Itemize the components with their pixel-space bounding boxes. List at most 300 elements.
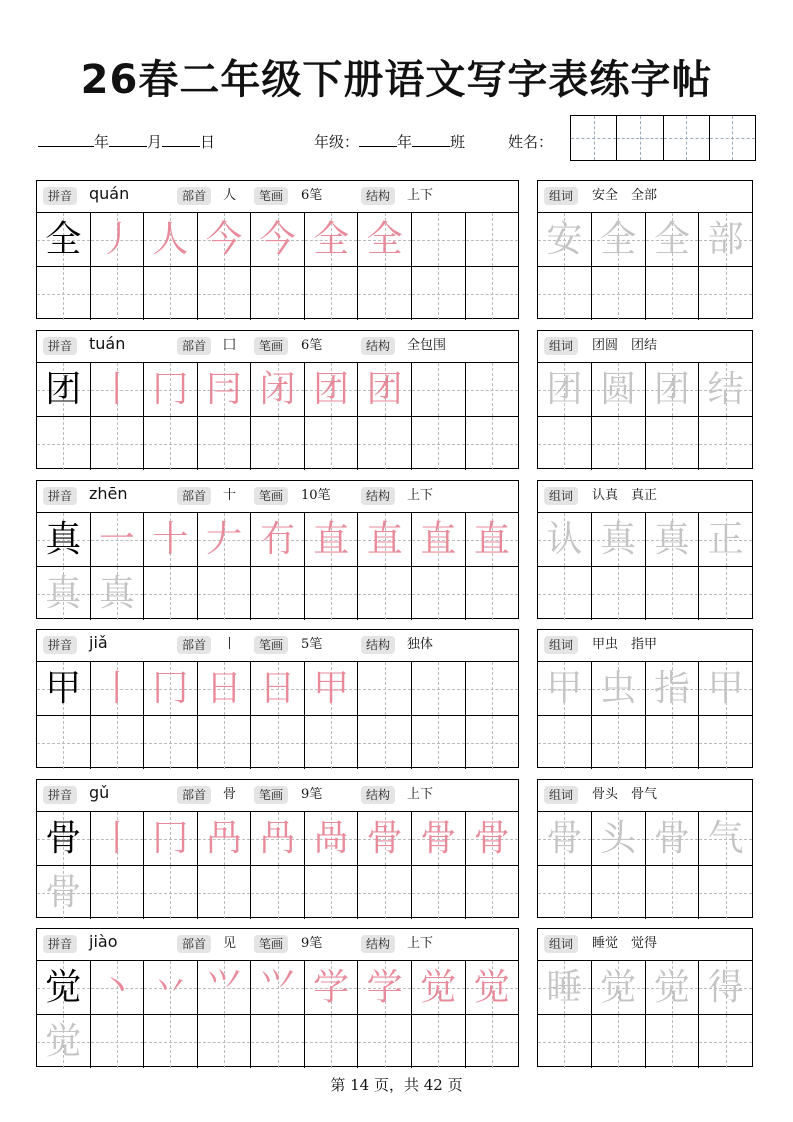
pinyin-tag: 拼音 bbox=[43, 636, 77, 654]
structure-tag: 结构 bbox=[361, 487, 395, 505]
page-title: 26春二年级下册语文写字表练字帖 bbox=[80, 57, 713, 103]
word-trace-character: 睡 bbox=[546, 967, 583, 1008]
stroke-order-step: 冂 bbox=[152, 668, 189, 709]
words-tag: 组词 bbox=[544, 337, 578, 355]
writing-cell[interactable] bbox=[144, 812, 198, 865]
writing-cell[interactable] bbox=[412, 417, 466, 470]
stroke-order-step: 学 bbox=[313, 967, 350, 1008]
writing-cell[interactable] bbox=[305, 662, 359, 715]
writing-cell[interactable] bbox=[91, 866, 145, 919]
word-writing-cell[interactable] bbox=[538, 961, 592, 1014]
model-character: 甲 bbox=[45, 668, 82, 709]
word-trace-character: 虫 bbox=[600, 668, 637, 709]
writing-cell[interactable] bbox=[305, 267, 359, 320]
word-writing-cell[interactable] bbox=[699, 267, 752, 320]
word-writing-cell[interactable] bbox=[699, 961, 752, 1014]
writing-cell[interactable] bbox=[37, 662, 91, 715]
stroke-order-step: 丷 bbox=[152, 967, 189, 1008]
words-tag: 组词 bbox=[544, 187, 578, 205]
word-writing-cell[interactable] bbox=[646, 812, 700, 865]
words-value: 认真 真正 bbox=[592, 488, 658, 503]
word-writing-cell[interactable] bbox=[699, 812, 752, 865]
word-writing-cell[interactable] bbox=[538, 417, 592, 470]
writing-cell[interactable] bbox=[144, 267, 198, 320]
word-writing-cell[interactable] bbox=[699, 716, 752, 769]
model-character: 全 bbox=[45, 219, 82, 260]
words-header bbox=[538, 630, 752, 662]
words-value: 安全 全部 bbox=[592, 188, 658, 203]
word-trace-character: 气 bbox=[707, 818, 744, 859]
word-trace-character: 圆 bbox=[600, 369, 637, 410]
word-writing-cell[interactable] bbox=[592, 716, 646, 769]
writing-cell[interactable] bbox=[305, 812, 359, 865]
writing-cell[interactable] bbox=[144, 567, 198, 620]
word-writing-cell[interactable] bbox=[699, 866, 752, 919]
words-block-1 bbox=[537, 180, 753, 319]
practice-block-3 bbox=[36, 480, 519, 619]
writing-cell[interactable] bbox=[251, 1015, 305, 1068]
stroke-order-step: 团 bbox=[366, 369, 403, 410]
practice-block-4 bbox=[36, 629, 519, 768]
word-writing-cell[interactable] bbox=[538, 812, 592, 865]
month-blank[interactable] bbox=[109, 130, 147, 147]
word-writing-cell[interactable] bbox=[646, 961, 700, 1014]
model-character: 真 bbox=[45, 519, 82, 560]
pinyin-tag: 拼音 bbox=[43, 935, 77, 953]
writing-cell[interactable] bbox=[37, 267, 91, 320]
word-writing-cell[interactable] bbox=[646, 417, 700, 470]
writing-cell[interactable] bbox=[412, 866, 466, 919]
writing-cell[interactable] bbox=[91, 363, 145, 416]
practice-block-6 bbox=[36, 928, 519, 1067]
words-header bbox=[538, 780, 752, 812]
writing-cell[interactable] bbox=[91, 513, 145, 566]
word-writing-cell[interactable] bbox=[592, 213, 646, 266]
writing-cell[interactable] bbox=[198, 417, 252, 470]
stroke-order-step: 丨 bbox=[98, 369, 135, 410]
writing-cell[interactable] bbox=[466, 812, 519, 865]
structure-value: 独体 bbox=[407, 637, 434, 652]
pinyin-value: tuán bbox=[89, 334, 126, 353]
writing-cell[interactable] bbox=[37, 961, 91, 1014]
writing-cell[interactable] bbox=[37, 812, 91, 865]
stroke-order-step: 团 bbox=[313, 369, 350, 410]
writing-cell[interactable] bbox=[305, 363, 359, 416]
writing-cell[interactable] bbox=[198, 812, 252, 865]
writing-cell[interactable] bbox=[358, 267, 412, 320]
writing-cell[interactable] bbox=[144, 961, 198, 1014]
word-writing-cell[interactable] bbox=[646, 662, 700, 715]
trace-character: 骨 bbox=[45, 872, 82, 913]
words-block-6 bbox=[537, 928, 753, 1067]
writing-cell[interactable] bbox=[91, 567, 145, 620]
word-writing-cell[interactable] bbox=[538, 567, 592, 620]
word-trace-character: 甲 bbox=[546, 668, 583, 709]
radical-tag: 部首 bbox=[177, 935, 211, 953]
stroke-order-step: 骨 bbox=[366, 818, 403, 859]
class-blank[interactable] bbox=[412, 130, 450, 147]
writing-cell[interactable] bbox=[466, 513, 519, 566]
word-trace-character: 团 bbox=[653, 369, 690, 410]
writing-cell[interactable] bbox=[466, 267, 519, 320]
word-writing-cell[interactable] bbox=[538, 363, 592, 416]
word-writing-cell[interactable] bbox=[592, 662, 646, 715]
trace-character: 真 bbox=[45, 573, 82, 614]
word-writing-cell[interactable] bbox=[538, 267, 592, 320]
writing-cell[interactable] bbox=[466, 866, 519, 919]
stroke-order-step: 今 bbox=[205, 219, 242, 260]
writing-cell[interactable] bbox=[198, 567, 252, 620]
strokes-tag: 笔画 bbox=[254, 935, 288, 953]
pinyin-tag: 拼音 bbox=[43, 487, 77, 505]
stroke-order-step: 甲 bbox=[313, 668, 350, 709]
strokes-value: 6笔 bbox=[301, 188, 323, 203]
writing-cell[interactable] bbox=[466, 417, 519, 470]
structure-value: 上下 bbox=[407, 936, 434, 951]
word-writing-cell[interactable] bbox=[646, 267, 700, 320]
strokes-value: 9笔 bbox=[301, 787, 323, 802]
words-header bbox=[538, 929, 752, 961]
writing-cell[interactable] bbox=[198, 267, 252, 320]
strokes-value: 5笔 bbox=[301, 637, 323, 652]
word-writing-cell[interactable] bbox=[699, 213, 752, 266]
char-info-header bbox=[37, 481, 518, 513]
writing-cell[interactable] bbox=[305, 213, 359, 266]
word-trace-character: 觉 bbox=[653, 967, 690, 1008]
radical-tag: 部首 bbox=[177, 187, 211, 205]
writing-cell[interactable] bbox=[144, 213, 198, 266]
writing-cell[interactable] bbox=[251, 363, 305, 416]
writing-cell[interactable] bbox=[305, 716, 359, 769]
page-footer: 第 14 页，共 42 页 bbox=[330, 1076, 463, 1094]
writing-cell[interactable] bbox=[37, 716, 91, 769]
word-writing-cell[interactable] bbox=[646, 1015, 700, 1068]
structure-value: 上下 bbox=[407, 188, 434, 203]
writing-cell[interactable] bbox=[37, 866, 91, 919]
writing-cell[interactable] bbox=[198, 961, 252, 1014]
practice-block-2 bbox=[36, 330, 519, 469]
strokes-tag: 笔画 bbox=[254, 187, 288, 205]
structure-tag: 结构 bbox=[361, 935, 395, 953]
writing-cell[interactable] bbox=[37, 417, 91, 470]
writing-cell[interactable] bbox=[466, 213, 519, 266]
stroke-order-step: 丨 bbox=[98, 818, 135, 859]
grade-blank[interactable] bbox=[359, 130, 397, 147]
writing-cell[interactable] bbox=[412, 812, 466, 865]
writing-cell[interactable] bbox=[37, 363, 91, 416]
stroke-order-step: 觉 bbox=[473, 967, 510, 1008]
writing-cell[interactable] bbox=[305, 417, 359, 470]
word-writing-cell[interactable] bbox=[538, 213, 592, 266]
word-trace-character: 全 bbox=[653, 219, 690, 260]
writing-cell[interactable] bbox=[412, 1015, 466, 1068]
writing-cell[interactable] bbox=[198, 866, 252, 919]
writing-cell[interactable] bbox=[91, 812, 145, 865]
writing-cell[interactable] bbox=[358, 866, 412, 919]
pinyin-value: gǔ bbox=[89, 783, 110, 802]
radical-value: 十 bbox=[223, 488, 237, 503]
writing-cell[interactable] bbox=[412, 961, 466, 1014]
stroke-order-step: 十 bbox=[152, 519, 189, 560]
stroke-order-step: 今 bbox=[259, 219, 296, 260]
word-writing-cell[interactable] bbox=[592, 961, 646, 1014]
word-writing-cell[interactable] bbox=[538, 662, 592, 715]
word-trace-character: 骨 bbox=[546, 818, 583, 859]
writing-cell[interactable] bbox=[305, 513, 359, 566]
writing-cell[interactable] bbox=[466, 961, 519, 1014]
word-writing-cell[interactable] bbox=[699, 662, 752, 715]
word-trace-character: 团 bbox=[546, 369, 583, 410]
writing-cell[interactable] bbox=[251, 866, 305, 919]
word-trace-character: 正 bbox=[707, 519, 744, 560]
writing-cell[interactable] bbox=[466, 567, 519, 620]
model-character: 骨 bbox=[45, 818, 82, 859]
radical-value: 人 bbox=[223, 188, 237, 203]
radical-tag: 部首 bbox=[177, 786, 211, 804]
strokes-tag: 笔画 bbox=[254, 636, 288, 654]
stroke-order-step: 冂 bbox=[152, 369, 189, 410]
writing-cell[interactable] bbox=[198, 662, 252, 715]
stroke-order-step: 咼 bbox=[313, 818, 350, 859]
pinyin-tag: 拼音 bbox=[43, 786, 77, 804]
stroke-order-step: 丶 bbox=[98, 967, 135, 1008]
writing-cell[interactable] bbox=[412, 716, 466, 769]
writing-cell[interactable] bbox=[91, 716, 145, 769]
word-trace-character: 甲 bbox=[707, 668, 744, 709]
writing-cell[interactable] bbox=[466, 716, 519, 769]
stroke-order-step: 日 bbox=[259, 668, 296, 709]
writing-cell[interactable] bbox=[144, 662, 198, 715]
writing-cell[interactable] bbox=[251, 267, 305, 320]
structure-value: 全包围 bbox=[407, 338, 447, 353]
stroke-order-step: ⺍ bbox=[259, 967, 296, 1008]
word-writing-cell[interactable] bbox=[699, 417, 752, 470]
word-writing-cell[interactable] bbox=[646, 716, 700, 769]
structure-tag: 结构 bbox=[361, 636, 395, 654]
stroke-order-step: 闭 bbox=[259, 369, 296, 410]
writing-cell[interactable] bbox=[358, 567, 412, 620]
writing-cell[interactable] bbox=[412, 363, 466, 416]
word-writing-cell[interactable] bbox=[592, 812, 646, 865]
radical-tag: 部首 bbox=[177, 487, 211, 505]
stroke-order-step: 骨 bbox=[420, 818, 457, 859]
pinyin-value: jiào bbox=[89, 932, 118, 951]
pinyin-tag: 拼音 bbox=[43, 187, 77, 205]
writing-cell[interactable] bbox=[198, 213, 252, 266]
word-writing-cell[interactable] bbox=[592, 417, 646, 470]
word-trace-character: 全 bbox=[600, 219, 637, 260]
writing-cell[interactable] bbox=[144, 363, 198, 416]
word-writing-cell[interactable] bbox=[592, 513, 646, 566]
writing-cell[interactable] bbox=[412, 213, 466, 266]
word-writing-cell[interactable] bbox=[538, 866, 592, 919]
words-tag: 组词 bbox=[544, 636, 578, 654]
writing-cell[interactable] bbox=[412, 513, 466, 566]
writing-cell[interactable] bbox=[358, 363, 412, 416]
word-writing-cell[interactable] bbox=[699, 1015, 752, 1068]
writing-cell[interactable] bbox=[37, 213, 91, 266]
pinyin-value: jiǎ bbox=[89, 633, 108, 652]
pinyin-value: zhēn bbox=[89, 484, 128, 503]
words-value: 甲虫 指甲 bbox=[592, 637, 658, 652]
writing-cell[interactable] bbox=[305, 567, 359, 620]
trace-character: 真 bbox=[98, 573, 135, 614]
writing-cell[interactable] bbox=[37, 513, 91, 566]
writing-cell[interactable] bbox=[37, 567, 91, 620]
word-writing-cell[interactable] bbox=[592, 567, 646, 620]
word-writing-cell[interactable] bbox=[538, 716, 592, 769]
writing-cell[interactable] bbox=[466, 662, 519, 715]
writing-cell[interactable] bbox=[412, 267, 466, 320]
word-writing-cell[interactable] bbox=[699, 567, 752, 620]
stroke-order-step: 一 bbox=[98, 519, 135, 560]
stroke-order-step: 全 bbox=[313, 219, 350, 260]
words-tag: 组词 bbox=[544, 935, 578, 953]
writing-cell[interactable] bbox=[198, 513, 252, 566]
word-writing-cell[interactable] bbox=[646, 513, 700, 566]
pinyin-value: quán bbox=[89, 184, 130, 203]
writing-cell[interactable] bbox=[144, 866, 198, 919]
writing-cell[interactable] bbox=[358, 812, 412, 865]
day-blank[interactable] bbox=[162, 130, 200, 147]
model-character: 团 bbox=[45, 369, 82, 410]
writing-cell[interactable] bbox=[305, 961, 359, 1014]
words-block-4 bbox=[537, 629, 753, 768]
words-block-5 bbox=[537, 779, 753, 918]
words-header bbox=[538, 331, 752, 363]
words-value: 睡觉 觉得 bbox=[592, 936, 658, 951]
word-writing-cell[interactable] bbox=[646, 363, 700, 416]
word-trace-character: 结 bbox=[707, 369, 744, 410]
writing-cell[interactable] bbox=[198, 363, 252, 416]
stroke-order-step: 冎 bbox=[205, 818, 242, 859]
writing-cell[interactable] bbox=[305, 866, 359, 919]
writing-cell[interactable] bbox=[251, 417, 305, 470]
strokes-tag: 笔画 bbox=[254, 786, 288, 804]
stroke-order-step: 全 bbox=[366, 219, 403, 260]
word-trace-character: 安 bbox=[546, 219, 583, 260]
writing-cell[interactable] bbox=[91, 267, 145, 320]
stroke-order-step: 直 bbox=[366, 519, 403, 560]
writing-cell[interactable] bbox=[251, 213, 305, 266]
structure-value: 上下 bbox=[407, 488, 434, 503]
words-header bbox=[538, 481, 752, 513]
writing-cell[interactable] bbox=[305, 1015, 359, 1068]
writing-cell[interactable] bbox=[91, 417, 145, 470]
stroke-order-step: 冇 bbox=[259, 519, 296, 560]
writing-cell[interactable] bbox=[412, 662, 466, 715]
word-writing-cell[interactable] bbox=[592, 267, 646, 320]
char-info-header bbox=[37, 780, 518, 812]
word-trace-character: 真 bbox=[600, 519, 637, 560]
writing-cell[interactable] bbox=[251, 716, 305, 769]
writing-cell[interactable] bbox=[144, 417, 198, 470]
writing-cell[interactable] bbox=[91, 662, 145, 715]
stroke-order-step: ⺍ bbox=[205, 967, 242, 1008]
stroke-order-step: 𠂇 bbox=[205, 519, 242, 560]
word-writing-cell[interactable] bbox=[538, 513, 592, 566]
stroke-order-step: 冃 bbox=[205, 369, 242, 410]
word-trace-character: 头 bbox=[600, 818, 637, 859]
writing-cell[interactable] bbox=[251, 567, 305, 620]
writing-cell[interactable] bbox=[466, 1015, 519, 1068]
writing-cell[interactable] bbox=[144, 1015, 198, 1068]
grade-line: 年级： 年 班 bbox=[314, 130, 465, 154]
writing-cell[interactable] bbox=[251, 961, 305, 1014]
writing-cell[interactable] bbox=[358, 417, 412, 470]
word-writing-cell[interactable] bbox=[646, 567, 700, 620]
name-box[interactable] bbox=[570, 115, 756, 161]
practice-block-5 bbox=[36, 779, 519, 918]
word-writing-cell[interactable] bbox=[699, 513, 752, 566]
writing-cell[interactable] bbox=[198, 1015, 252, 1068]
word-writing-cell[interactable] bbox=[592, 866, 646, 919]
strokes-value: 6笔 bbox=[301, 338, 323, 353]
trace-character: 觉 bbox=[45, 1021, 82, 1062]
writing-cell[interactable] bbox=[251, 513, 305, 566]
writing-cell[interactable] bbox=[358, 716, 412, 769]
word-writing-cell[interactable] bbox=[646, 866, 700, 919]
writing-cell[interactable] bbox=[358, 1015, 412, 1068]
writing-cell[interactable] bbox=[91, 213, 145, 266]
word-writing-cell[interactable] bbox=[592, 1015, 646, 1068]
word-writing-cell[interactable] bbox=[592, 363, 646, 416]
writing-cell[interactable] bbox=[358, 513, 412, 566]
writing-cell[interactable] bbox=[412, 567, 466, 620]
words-tag: 组词 bbox=[544, 786, 578, 804]
word-writing-cell[interactable] bbox=[699, 363, 752, 416]
writing-cell[interactable] bbox=[358, 961, 412, 1014]
writing-cell[interactable] bbox=[144, 513, 198, 566]
stroke-order-step: 冎 bbox=[259, 818, 296, 859]
writing-cell[interactable] bbox=[91, 1015, 145, 1068]
writing-cell[interactable] bbox=[358, 662, 412, 715]
year-blank[interactable] bbox=[38, 130, 94, 147]
writing-cell[interactable] bbox=[91, 961, 145, 1014]
stroke-order-step: 丿 bbox=[98, 219, 135, 260]
writing-cell[interactable] bbox=[144, 716, 198, 769]
writing-cell[interactable] bbox=[251, 662, 305, 715]
stroke-order-step: 丨 bbox=[98, 668, 135, 709]
writing-cell[interactable] bbox=[466, 363, 519, 416]
words-block-3 bbox=[537, 480, 753, 619]
structure-value: 上下 bbox=[407, 787, 434, 802]
char-info-header bbox=[37, 331, 518, 363]
word-writing-cell[interactable] bbox=[538, 1015, 592, 1068]
strokes-tag: 笔画 bbox=[254, 487, 288, 505]
radical-value: 丨 bbox=[223, 637, 237, 652]
radical-value: 骨 bbox=[223, 787, 237, 802]
strokes-tag: 笔画 bbox=[254, 337, 288, 355]
word-writing-cell[interactable] bbox=[646, 213, 700, 266]
word-trace-character: 部 bbox=[707, 219, 744, 260]
radical-value: 囗 bbox=[223, 338, 237, 353]
words-value: 骨头 骨气 bbox=[592, 787, 658, 802]
writing-cell[interactable] bbox=[251, 812, 305, 865]
strokes-value: 9笔 bbox=[301, 936, 323, 951]
writing-cell[interactable] bbox=[198, 716, 252, 769]
practice-block-1 bbox=[36, 180, 519, 319]
word-trace-character: 觉 bbox=[600, 967, 637, 1008]
word-trace-character: 指 bbox=[653, 668, 690, 709]
name-label: 姓名： bbox=[508, 133, 554, 151]
writing-cell[interactable] bbox=[37, 1015, 91, 1068]
stroke-order-step: 直 bbox=[420, 519, 457, 560]
writing-cell[interactable] bbox=[358, 213, 412, 266]
words-tag: 组词 bbox=[544, 487, 578, 505]
radical-value: 见 bbox=[223, 936, 237, 951]
structure-tag: 结构 bbox=[361, 337, 395, 355]
